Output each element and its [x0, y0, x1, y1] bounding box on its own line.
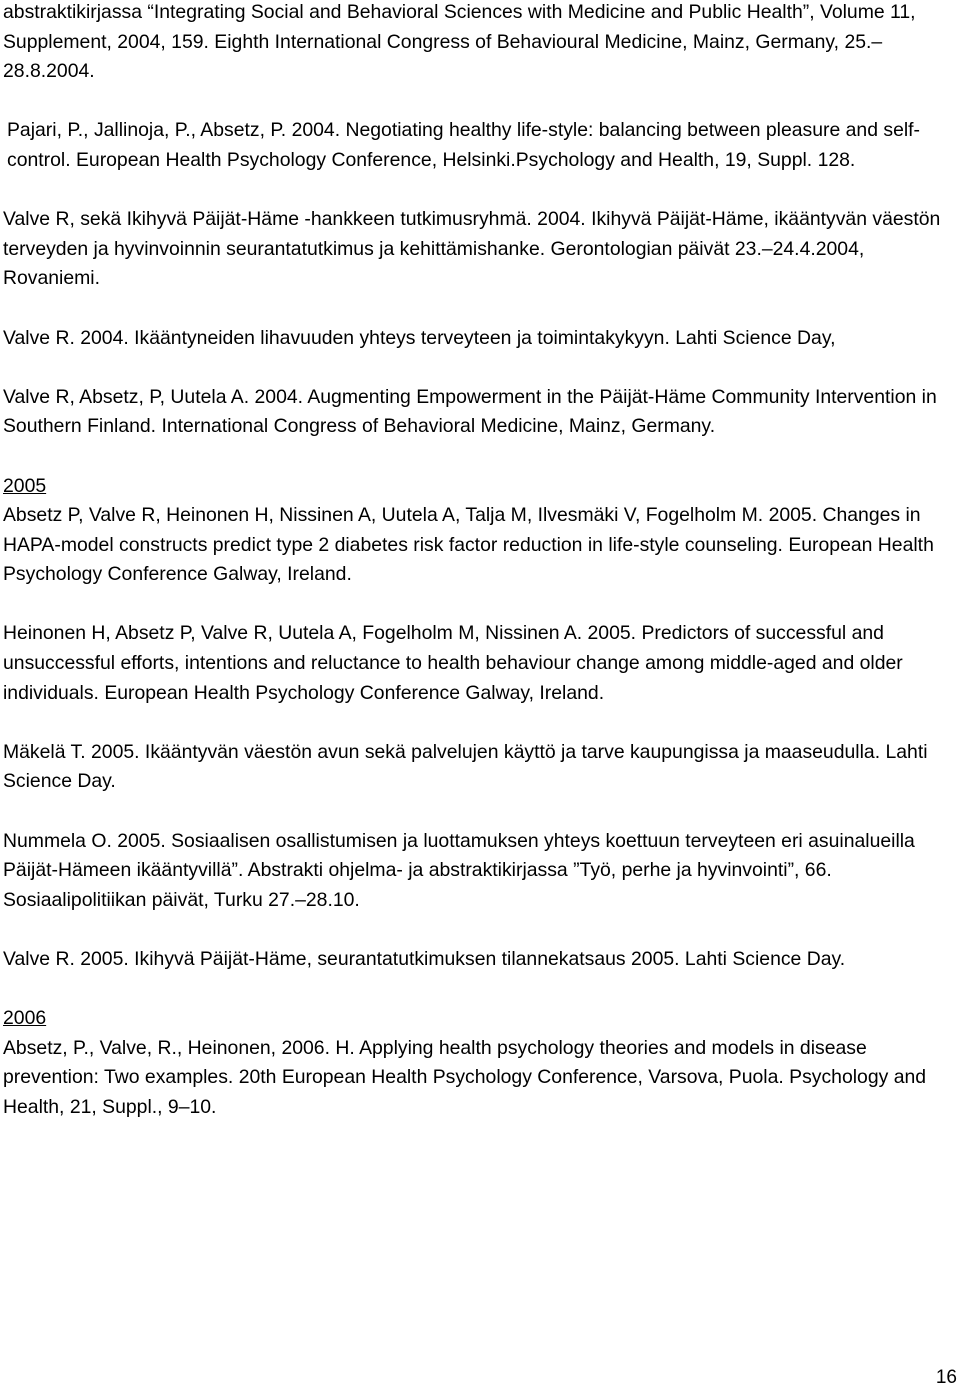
spacer — [3, 442, 957, 472]
reference-entry: Valve R. 2005. Ikihyvä Päijät-Häme, seurantatutkimuksen tilannekatsaus 2005. Lahti Science Day. — [3, 948, 846, 970]
year-heading-2006: 2006 — [3, 1007, 47, 1030]
reference-entry: Valve R. 2004. Ikääntyneiden lihavuuden yhteys terveyteen ja toimintakykyyn. Lahti Science Day, — [3, 326, 836, 349]
spacer — [3, 87, 957, 117]
spacer — [3, 590, 957, 620]
spacer — [3, 353, 957, 383]
spacer — [3, 797, 957, 827]
reference-entry: abstraktikirjassa “Integrating Social and Behavioral Sciences with Medicine and Public Health”, Volume 11, Supplement, 2004, 159. Eighth International Congress of Behavioural Medicine, Mainz, Germany, 25.–28.8.2004. — [3, 1, 916, 83]
page-number: 16 — [935, 1367, 957, 1388]
year-heading-2005: 2005 — [3, 474, 47, 497]
reference-entry: Nummela O. 2005. Sosiaalisen osallistumisen ja luottamuksen yhteys koettuun terveyteen eri asuinalueilla Päijät-Hämeen ikääntyvillä”. Abstrakti ohjelma- ja abstraktikirjassa ”Työ, perhe ja hyvinvointi”, 66. Sosiaalipolitiikan päivät, Turku 27.–28.10. — [3, 829, 915, 911]
reference-entry: Pajari, P., Jallinoja, P., Absetz, P. 2004. Negotiating healthy life-style: balancing between pleasure and self-control. European Health Psychology Conference, Helsinki.Psychology and Health, 19, Suppl. 128. — [7, 119, 921, 171]
spacer — [3, 708, 957, 738]
spacer — [3, 294, 957, 324]
reference-entry: Absetz P, Valve R, Heinonen H, Nissinen A, Uutela A, Talja M, Ilvesmäki V, Fogelholm M. 2005. Changes in HAPA-model constructs predict type 2 diabetes risk factor reduction in life-style counseling. European Health Psychology Conference Galway, Ireland. — [3, 504, 934, 586]
spacer — [3, 176, 957, 206]
spacer — [3, 915, 957, 945]
reference-entry: Absetz, P., Valve, R., Heinonen, 2006. H. Applying health psychology theories and models in disease prevention: Two examples. 20th European Health Psychology Conference, Varsova, Puola. Psychology and Health, 21, Suppl., 9–10. — [3, 1036, 927, 1118]
reference-entry: Mäkelä T. 2005. Ikääntyvän väestön avun sekä palvelujen käyttö ja tarve kaupungissa ja maaseudulla. Lahti Science Day. — [3, 740, 928, 793]
reference-entry: Valve R, sekä Ikihyvä Päijät-Häme -hankkeen tutkimusryhmä. 2004. Ikihyvä Päijät-Häme, ikääntyvän väestön terveyden ja hyvinvoinnin seurantatutkimus ja kehittämishanke. Gerontologian päivät 23.–24.4.2004, Rovaniemi. — [3, 208, 941, 290]
reference-entry: Valve R, Absetz, P, Uutela A. 2004. Augmenting Empowerment in the Päijät-Häme Community Intervention in Southern Finland. International Congress of Behavioral Medicine, Mainz, Germany. — [3, 385, 937, 438]
spacer — [3, 975, 957, 1005]
document-page — [3, 0, 957, 1123]
reference-entry: Heinonen H, Absetz P, Valve R, Uutela A, Fogelholm M, Nissinen A. 2005. Predictors of successful and unsuccessful efforts, intentions and reluctance to health behaviour change among middle-aged and older individuals. European Health Psychology Conference Galway, Ireland. — [3, 622, 903, 704]
